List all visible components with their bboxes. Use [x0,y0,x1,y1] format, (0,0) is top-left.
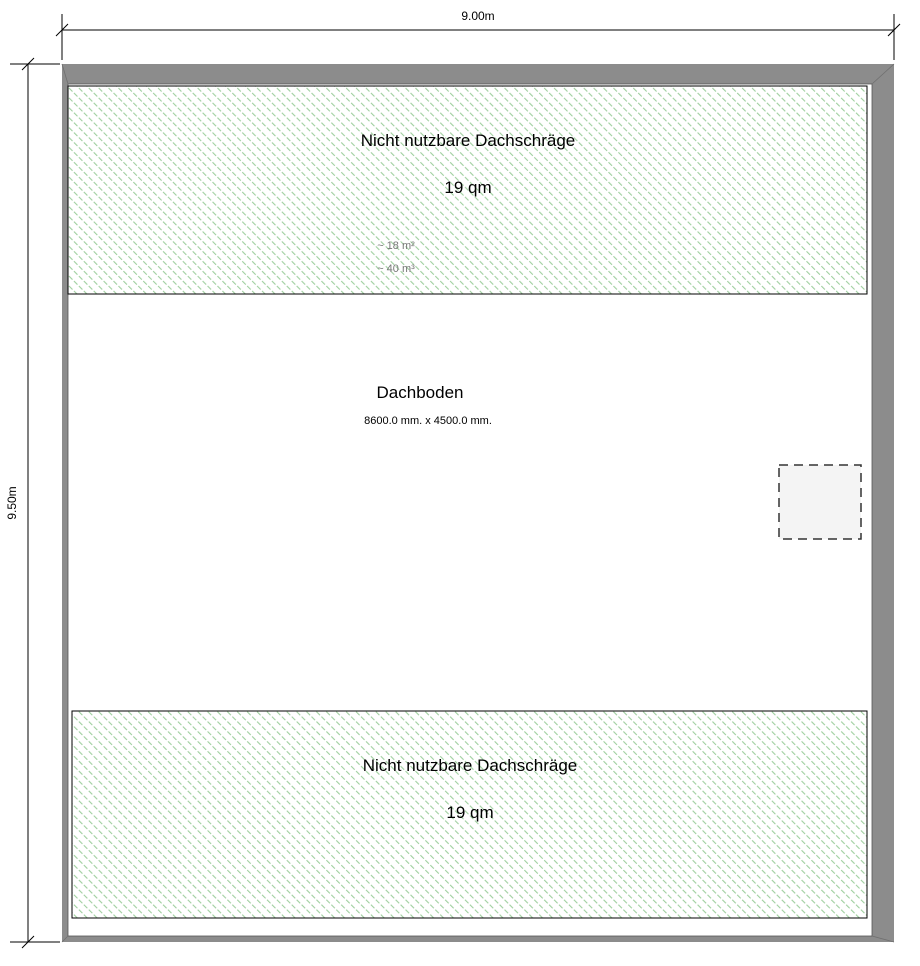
top-slope-area: 19 qm [444,178,492,197]
top-slope-note-volume: ~ 40 m³ [377,263,415,275]
top-slope-note-area: ~ 18 m² [377,240,415,252]
bottom-slope-area: 19 qm [446,803,494,822]
width-label: 9.00m [461,9,495,23]
top-slope-title: Nicht nutzbare Dachschräge [360,131,576,150]
attic-title: Dachboden [376,383,464,402]
bottom-slope-title: Nicht nutzbare Dachschräge [362,756,578,775]
roof-hatch-opening [779,465,861,539]
attic-size: 8600.0 mm. x 4500.0 mm. [364,415,492,427]
height-label: 9.50m [5,486,19,520]
